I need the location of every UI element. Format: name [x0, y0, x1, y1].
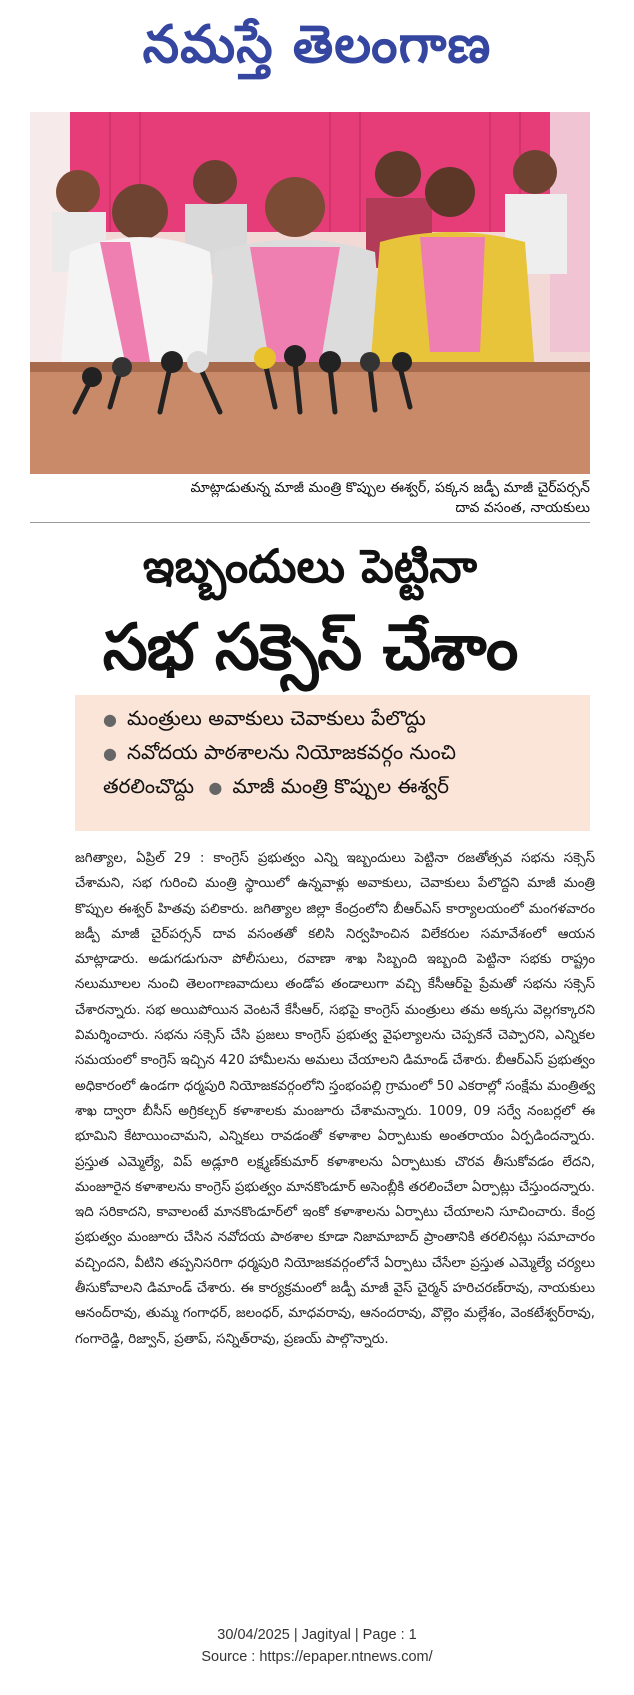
highlight-text: మాజీ మంత్రి కొప్పుల ఈశ్వర్ [232, 774, 449, 798]
bullet-icon: ● [103, 710, 117, 729]
masthead [0, 0, 634, 98]
footer-source-line: Source : https://epaper.ntnews.com/ [201, 1649, 433, 1665]
page-footer [0, 1624, 634, 1668]
photo-caption [30, 478, 590, 518]
headline-kicker: ఇబ్బందులు పెట్టినా [142, 539, 478, 593]
bullet-icon: ● [208, 778, 223, 797]
highlight-item [103, 737, 456, 769]
highlight-text: నవోదయ పాఠశాలను నియోజకవర్గం నుంచి [126, 740, 456, 764]
bullet-icon: ● [103, 744, 117, 763]
caption-line-1: మాట్లాడుతున్న మాజీ మంత్రి కొప్పుల ఈశ్వర్, పక్కన జడ్పీ మాజీ చైర్‌పర్సన్ [190, 480, 590, 496]
press-conference-photo [30, 112, 590, 474]
news-photo [30, 112, 590, 474]
highlights-box [75, 695, 590, 831]
highlight-text: తరలించొద్దు [103, 774, 194, 798]
footer-edition-line: 30/04/2025 | Jagityal | Page : 1 [217, 1627, 417, 1643]
article-body [75, 846, 595, 1352]
newspaper-logo: నమస్తే తెలంగాణ [142, 15, 492, 75]
highlight-text: మంత్రులు అవాకులు చెవాకులు పేలొద్దు [126, 706, 426, 730]
highlight-item [103, 703, 426, 735]
caption-divider [30, 522, 590, 523]
headline-main: సభ సక్సెస్ చేశాం [102, 611, 518, 685]
highlight-item-continued [103, 771, 449, 803]
article-paragraph: జగిత్యాల, ఏప్రిల్ 29 : కాంగ్రెస్ ప్రభుత్వం ఎన్ని ఇబ్బందులు పెట్టినా రజతోత్సవ సభను సక్సెస్ చేశామని, సభ గురించి మంత్రి స్థాయిలో ఉన్నవాళ్లు అవాకులు, చెవాకులు పేలొద్దని మాజీ మంత్రి కొప్పుల ఈశ్వర్ హితవు పలికారు. జగిత్యాల జిల్లా కేంద్రంలోని బీఆర్ఎస్ కార్యాలయంలో మంగళవారం జడ్పీ మాజీ చైర్‌పర్సన్ దావ వసంతతో కలిసి నిర్వహించిన విలేకరుల సమావేశంలో ఆయన మాట్లాడారు. అడుగడుగునా పోలీసులు, రవాణా శాఖ సిబ్బంది ఇబ్బంది పెట్టినా సభకు రాష్ట్రం నలుమూలల నుంచి తెలంగాణవాదులు తండోప తండాలుగా వచ్చి కేసీఆర్‌పై ప్రేమతో సభను సక్సెస్ చేశారన్నారు. సభ అయిపోయిన వెంటనే కేసీఆర్, సభపై కాంగ్రెస్ మంత్రులు తమ అక్కసు వెల్లగక్కారని విమర్శించారు. సభను సక్సెస్ చేసి ప్రజలు కాంగ్రెస్ ప్రభుత్వ వైఫల్యాలను చెప్పకనే చెప్పారని, ఎన్నికల సమయంలో కాంగ్రెస్ ఇచ్చిన 420 హామీలను అమలు చేయాలని డిమాండ్ చేశారు. బీఆర్ఎస్ ప్రభుత్వం అధికారంలో ఉండగా ధర్మపురి నియోజకవర్గంలోని స్తంభంపల్లి గ్రామంలో 50 ఎకరాల్లో సంక్షేమ మంత్రిత్వ శాఖ ద్వారా బీసీస్ అగ్రికల్చర్ కళాశాలకు మంజూరు చేశామన్నారు. 1009, 09 సర్వే నంబర్లలో ఈ భూమిని కేటాయించామని, ఎన్నికలు రావడంతో కళాశాల ఏర్పాటుకు అంతరాయం ఏర్పడిందన్నారు. ప్రస్తుత ఎమ్మెల్యే, విప్ అడ్లూరి లక్ష్మణ్‌కుమార్ కళాశాలను ఏర్పాటుకు చొరవ తీసుకోవడం లేదని, మంజూరైన కళాశాలను కాంగ్రెస్ ప్రభుత్వం మానకొండూర్ అసెంబ్లీకి తరలించేలా ఏర్పాట్లు చేస్తుందన్నారు. ఇది సరికాదని, కావాలంటే మానకొండూర్‌లో ఇంకో కళాశాలను ఏర్పాటు చేయాలని సూచించారు. కేంద్ర ప్రభుత్వం మంజూరు చేసిన నవోదయ పాఠశాల కూడా నిజామాబాద్ ప్రాంతానికి తరలినట్లు సమాచారం వచ్చిందని, వీటిని తప్పనిసరిగా ధర్మపురి నియోజకవర్గంలోనే ఏర్పాటు చేసేలా ప్రస్తుత ఎమ్మెల్యే చర్యలు తీసుకోవాలని డిమాండ్ చేశారు. ఈ కార్యక్రమంలో జడ్పీ మాజీ వైస్ చైర్మన్ హరిచరణ్‌రావు, నాయకులు ఆనంద్‌రావు, తుమ్మ గంగాధర్, జలంధర్, మాధవరావు, ఆనందరావు, వొల్లెం మల్లేశం, వెంకటేశ్వర్‌రావు, గంగారెడ్డి, రిజ్వాన్, ప్రతాప్, సన్నిత్‌రావు, ప్రణయ్ పాల్గొన్నారు. [75, 851, 595, 1347]
caption-line-2: దావ వసంత, నాయకులు [455, 500, 590, 516]
